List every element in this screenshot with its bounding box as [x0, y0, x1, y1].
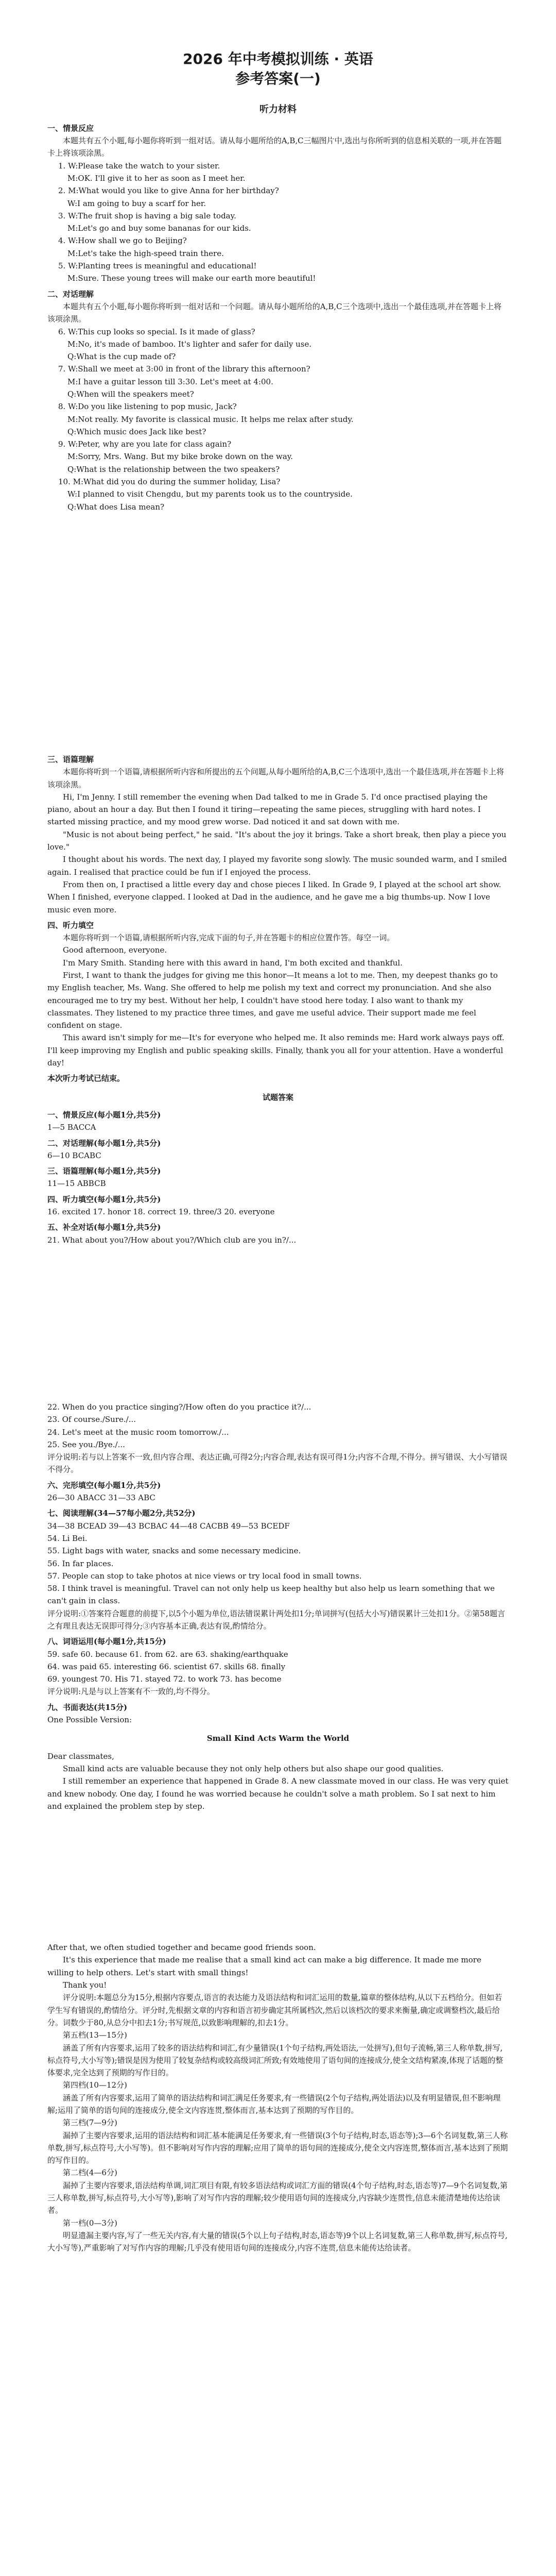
essay-paragraph: Small kind acts are valuable because they not only help others but also shape our good qualities. [63, 1764, 444, 1773]
blank-area [47, 513, 509, 750]
dialogue-line: 1. W:Please take the watch to your sister. [58, 161, 220, 171]
dialogue-line: 10. M:What did you do during the summer holiday, Lisa? [58, 477, 281, 487]
scoring-note: 评分说明:凡是与以上答案有不一致的,均不得分。 [47, 1687, 215, 1697]
answer-item: 三、语篇理解(每小题1分,共5分) [47, 1166, 161, 1176]
dialogue-line: M:Not really. My favorite is classical music. It helps me relax after study. [67, 414, 354, 424]
answer-item: 59. safe 60. because 61. from 62. are 63. shaking/earthquake [47, 1649, 288, 1659]
dialogue-line: M:Sorry, Mrs. Wang. But my bike broke down on the way. [67, 452, 293, 462]
part4-intro: 本题你将听到一个语篇,请根据所听内容,完成下面的句子,并在答题卡的相应位置作答。每空一词。 [63, 933, 395, 943]
writing-rule: 第五档(13—15分) [63, 2030, 127, 2040]
writing-rule: 漏掉了主要内容要求,运用的语法结构和词汇基本能满足任务要求,有一些错误(3个句子结构,时态,语态等);3—6个名词复数,第三人称单数,拼写,标点符号,大小写等)。但不影响对写作内容的理解;应用了简单的语句间的连接成分,使全文内容连贯,整体而言,基本达到了预期的写作目的。 [47, 2130, 508, 2165]
answer-item: 55. Light bags with water, snacks and some necessary medicine. [47, 1546, 301, 1556]
writing-sample-label: One Possible Version: [47, 1715, 132, 1725]
dialogue-line: W:I am going to buy a scarf for her. [67, 198, 206, 208]
dialogue-line: M:I have a guitar lesson till 3:30. Let's meet at 4:00. [67, 377, 273, 386]
essay-paragraph: Dear classmates, [47, 1751, 114, 1761]
answer-item: 一、情景反应(每小题1分,共5分) [47, 1110, 161, 1120]
answer-item: 24. Let's meet at the music room tomorrow./... [47, 1427, 229, 1437]
listening-heading: 听力材料 [259, 104, 297, 115]
answer-item: 26—30 ABACC 31—33 ABC [47, 1493, 155, 1503]
essay-paragraph: After that, we often studied together and became good friends soon. [47, 1943, 316, 1953]
answer-item: 25. See you./Bye./... [47, 1439, 125, 1449]
part4-title: 四、听力填空 [47, 920, 94, 930]
blank-area [47, 1246, 509, 1401]
answer-item: 五、补全对话(每小题1分,共5分) [47, 1223, 161, 1232]
essay-paragraph: Thank you! [63, 1980, 107, 1990]
passage-paragraph: I thought about his words. The next day, I played my favorite song slowly. The music sounded warm, and I smiled again. I realised that practice could be fun if I enjoyed the process. [47, 855, 507, 877]
essay-paragraph: I still remember an experience that happened in Grade 8. A new classmate moved in our class. He was very quiet and knew nobody. One day, I found he was worried because he couldn't solve a math problem. So I sat next to him and explained the problem step by step. [47, 1776, 509, 1811]
dialogue-line: M:OK. I'll give it to her as soon as I meet her. [67, 173, 246, 183]
answer-item: 21. What about you?/How about you?/Which club are you in?/... [47, 1235, 297, 1245]
dialogue-line: Q:Which music does Jack like best? [67, 427, 206, 436]
part2-dialogues [47, 326, 509, 513]
passage-paragraph: Hi, I'm Jenny. I still remember the evening when Dad talked to me in Grade 5. I'd once practised playing the piano, about an hour a day. But then I found it tiring—repeating the same pieces, struggling with hard notes. I started missing practice, and my mood grew worse. Dad noticed it and sat down with me. [47, 792, 488, 827]
answer-item: 22. When do you practice singing?/How often do you practice it?/... [47, 1402, 311, 1412]
dialogue-line: Q:What is the cup made of? [67, 352, 176, 362]
dialogue-line: 4. W:How shall we go to Beijing? [58, 236, 187, 246]
passage-paragraph: This award isn't simply for me—It's for everyone who helped me. It also reminds me: Hard work always pays off. I'll keep improving my English and public speaking skills. Finally, thank you all for your attention. Have a wonderful day! [47, 1033, 505, 1068]
answer-item: 57. People can stop to take photos at nice views or try local food in small towns. [47, 1571, 362, 1581]
passage-paragraph: Good afternoon, everyone. [63, 945, 167, 955]
answer-item: 23. Of course./Sure./... [47, 1415, 136, 1425]
answer-item: 七、阅读理解(34—57每小题2分,共52分) [47, 1509, 196, 1518]
dialogue-line: M:Sure. These young trees will make our earth more beautiful! [67, 274, 316, 283]
dialogue-line: 2. M:What would you like to give Anna for her birthday? [58, 186, 279, 196]
writing-rule: 第三档(7—9分) [63, 2118, 117, 2128]
dialogue-line: 5. W:Planting trees is meaningful and educational! [58, 261, 257, 271]
answers-title: 试题答案 [262, 1092, 293, 1102]
answer-item: 69. youngest 70. His 71. stayed 72. to work 73. has become [47, 1674, 282, 1684]
part1-intro: 本题共有五个小题,每小题你将听到一组对话。请从每小题所给的A,B,C三幅图片中,选出与你所听到的信息相关联的一项,并在答题卡上将该项涂黑。 [47, 136, 502, 158]
writing-rule: 第二档(4—6分) [63, 2168, 117, 2178]
answer-item: 1—5 BACCA [47, 1123, 96, 1132]
essay-paragraph: It's this experience that made me realise that a small kind act can make a big difference. It made me more willing to help others. Let's start with small things! [47, 1955, 481, 1977]
passage-paragraph: "Music is not about being perfect," he said. "It's about the joy it brings. Take a short break, then play a piece you love." [47, 829, 507, 852]
dialogue-line: M:Let's go and buy some bananas for our kids. [67, 224, 251, 233]
answer-item: 八、词语运用(每小题1分,共15分) [47, 1637, 166, 1647]
dialogue-line: W:I planned to visit Chengdu, but my parents took us to the countryside. [67, 489, 353, 499]
answer-item: 四、听力填空(每小题1分,共5分) [47, 1194, 161, 1204]
writing-rule: 明显遗漏主要内容,写了一些无关内容,有大量的错误(5个以上句子结构,时态,语态等)9个以上名词复数,第三人称单数,拼写,标点符号,大小写等),严重影响了对写作内容的理解;几乎没有使用语句间的连接成分,内容不连贯,信息未能传达给读者。 [47, 2230, 508, 2253]
answer-item: 六、完形填空(每小题1分,共5分) [47, 1480, 161, 1490]
passage-paragraph: First, I want to thank the judges for giving me this honor—It means a lot to me. Then, my deepest thanks go to my English teacher, Ms. Wang. She offered to help me polish my text and correct my pronunciation. And she also encouraged me to try my best. Without her help, I couldn't have stood here today. I also want to thank my classmates. They listened to my practice three times, and gave me useful advice. Their support made me feel confident on stage. [47, 971, 498, 1030]
dialogue-line: Q:When will the speakers meet? [67, 389, 194, 399]
dialogue-line: 8. W:Do you like listening to pop music, Jack? [58, 402, 237, 412]
scoring-note: 评分说明:若与以上答案不一致,但内容合理、表达正确,可得2分;内容合理,表达有误可得1分;内容不合理,不得分。拼写错误、大小写错误不得分。 [47, 1452, 508, 1475]
answer-item: 54. Li Bei. [47, 1533, 88, 1543]
answer-item: 64. was paid 65. interesting 66. scientist 67. skills 68. finally [47, 1662, 286, 1671]
essay-title: Small Kind Acts Warm the World [206, 1734, 350, 1743]
dialogue-line: 9. W:Peter, why are you late for class again? [58, 439, 232, 449]
writing-rule: 第一档(0—3分) [63, 2218, 117, 2228]
dialogue-line: 3. W:The fruit shop is having a big sale today. [58, 211, 236, 221]
passage-paragraph: From then on, I practised a little every day and chose pieces I liked. In Grade 9, I played at the school art show. When I finished, everyone clapped. I looked at Dad in the audience, and he gave me a big thumbs-up. Now I love music even more. [47, 879, 501, 914]
dialogue-line: 6. W:This cup looks so special. Is it made of glass? [58, 327, 255, 336]
dialogue-line: Q:What is the relationship between the two speakers? [67, 464, 280, 474]
answer-item: 16. excited 17. honor 18. correct 19. three/3 20. everyone [47, 1207, 275, 1217]
passage-paragraph: I'm Mary Smith. Standing here with this award in hand, I'm both excited and thankful. [63, 958, 403, 968]
dialogue-line: 7. W:Shall we meet at 3:00 in front of the library this afternoon? [58, 364, 310, 374]
page-subtitle: 参考答案(一) [235, 70, 321, 87]
part2-title: 二、对话理解 [47, 289, 94, 299]
part1-dialogues [47, 160, 509, 285]
dialogue-line: Q:What does Lisa mean? [67, 502, 165, 512]
writing-rule: 漏掉了主要内容要求,语法结构单调,词汇项目有限,有较多语法结构或词汇方面的错误(4个句子结构,时态,语态等)7—9个名词复数,第三人称单数,拼写,标点符号,大小写等),影响了对写作内容的理解;较少使用语句间的连接成分,内容缺少连贯性,信息未能清楚地传达给读者。 [47, 2180, 508, 2215]
answer-item: 二、对话理解(每小题1分,共5分) [47, 1138, 161, 1148]
answer-item: 11—15 ABBCB [47, 1179, 106, 1189]
part3-intro: 本题你将听到一个语篇,请根据所听内容和所提出的五个问题,从每小题所给的A,B,C三个选项中,选出一个最佳选项,并在答题卡上将该项涂黑。 [47, 767, 504, 789]
answer-item: 56. In far places. [47, 1558, 114, 1568]
dialogue-line: M:No, it's made of bamboo. It's lighter and safer for daily use. [67, 339, 312, 349]
writing-rule: 第四档(10—12分) [63, 2080, 127, 2090]
blank-area [47, 1812, 509, 1941]
part1-title: 一、情景反应 [47, 123, 94, 133]
writing-rule: 涵盖了所有内容要求,运用了较多的语法结构和词汇,有少量错误(1个句子结构,两处语法,一处拼写),但句子流畅,第三人称单数,拼写,标点符号,大小写等);错误是因为使用了较复杂结构或较高级词汇所致;有效地使用了语句间的连接成分,使全文结构紧凑,体现了话题的整体要求,完全达到了预期的写作目的。 [47, 2043, 503, 2078]
part2-intro: 本题共有五个小题,每小题你将听到一组对话和一个问题。请从每小题所给的A,B,C三个选项中,选出一个最佳选项,并在答题卡上将该项涂黑。 [47, 301, 502, 324]
answer-item: 58. I think travel is meaningful. Travel can not only help us keep healthy but also help us learn something that we can't gain in class. [47, 1584, 495, 1606]
page-title: 2026 年中考模拟训练 · 英语 [183, 50, 373, 67]
part3-title: 三、语篇理解 [47, 754, 94, 764]
answer-item: 34—38 BCEAD 39—43 BCBAC 44—48 CACBB 49—53 BCEDF [47, 1521, 290, 1531]
writing-rule: 涵盖了所有内容要求,运用了简单的语法结构和词汇满足任务要求,有一些错误(2个句子结构,两处语法)以及有明显错误,但不影响理解;运用了简单的语句间的连接成分,使全文内容连贯,整体而言,基本达到了预期的写作目的。 [47, 2093, 501, 2115]
answer-item: 6—10 BCABC [47, 1150, 101, 1160]
dialogue-line: M:Let's take the high-speed train there. [67, 248, 224, 258]
writing-title: 九、书面表达(共15分) [47, 1702, 128, 1712]
scoring-note: 评分说明:①答案符合题意的前提下,以5个小题为单位,语法错误累计两处扣1分;单词拼写(包括大小写)错误累计三处扣1分。②第58题言之有理且表达无误即可得分;③内容基本正确,表达有误,酌情给分。 [47, 1608, 506, 1631]
listening-end: 本次听力考试已结束。 [47, 1074, 125, 1083]
writing-rule: 评分说明:本题总分为15分,根据内容要点,语言的表达能力及语法结构和词汇运用的数量,篇章的整体结构,从以下五档给分。但如若学生写有错误的,酌情给分。评分时,先根据文章的内容和语言初步确定其所属档次,然后以该档次的要求来衡量,确定或调整档次,最后给分。词数少于80,从总分中扣去1分;书写规范,以致影响理解的,扣去1分。 [47, 1993, 502, 2027]
